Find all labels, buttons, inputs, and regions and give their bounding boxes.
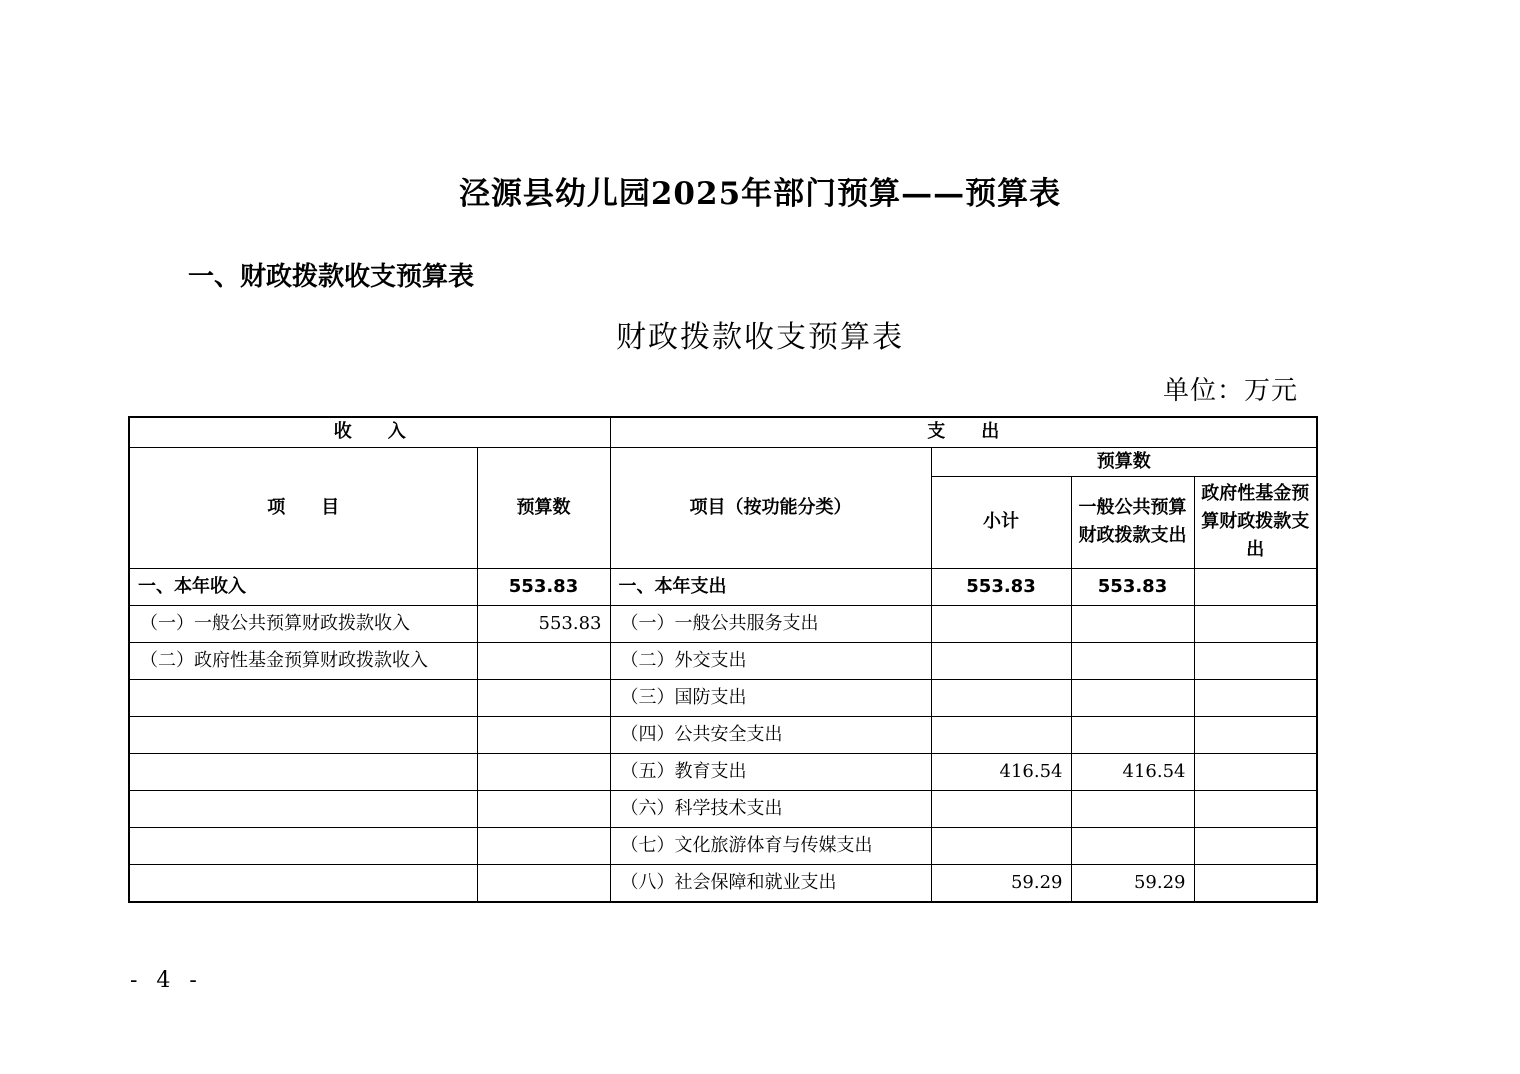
subtotal-cell: 416.54 [931,753,1071,790]
income-header: 收 入 [129,417,610,447]
subtotal-cell: 59.29 [931,864,1071,902]
expense-item-cell: （六）科学技术支出 [610,790,931,827]
fund-cell [1194,568,1317,605]
section-heading: 一、财政拨款收支预算表 [188,262,475,292]
expense-item-cell: （五）教育支出 [610,753,931,790]
income-item-cell [129,716,477,753]
income-item-cell: （二）政府性基金预算财政拨款收入 [129,642,477,679]
general-cell [1071,679,1194,716]
table-row [129,642,1317,679]
table-row [129,864,1317,902]
income-amount-cell [477,790,610,827]
income-amount-cell [477,642,610,679]
general-cell [1071,827,1194,864]
table-row [129,753,1317,790]
general-cell: 553.83 [1071,568,1194,605]
subtotal-cell [931,679,1071,716]
expense-item-cell: （八）社会保障和就业支出 [610,864,931,902]
income-amount-cell [477,753,610,790]
table-row [129,790,1317,827]
expense-item-cell: （一）一般公共服务支出 [610,605,931,642]
income-item-cell [129,827,477,864]
fund-budget-header: 政府性基金预算财政拨款支出 [1194,476,1317,568]
fund-cell [1194,827,1317,864]
expense-item-cell: （七）文化旅游体育与传媒支出 [610,827,931,864]
expense-item-cell: （三）国防支出 [610,679,931,716]
fund-cell [1194,864,1317,902]
page-number: - 4 - [130,968,203,993]
expense-item-cell: （四）公共安全支出 [610,716,931,753]
table-row [129,716,1317,753]
table-row [129,679,1317,716]
income-budget-header: 预算数 [477,447,610,568]
expense-budget-header: 预算数 [931,447,1317,476]
income-amount-cell: 553.83 [477,605,610,642]
fund-cell [1194,790,1317,827]
income-amount-cell [477,864,610,902]
document-title: 泾源县幼儿园2025年部门预算——预算表 [458,176,1062,212]
table-caption: 财政拨款收支预算表 [616,320,904,355]
income-item-cell [129,753,477,790]
table-row [129,605,1317,642]
income-amount-cell [477,716,610,753]
income-item-cell [129,679,477,716]
unit-label: 单位：万元 [1162,376,1298,406]
fund-cell [1194,605,1317,642]
subtotal-cell [931,605,1071,642]
fund-cell [1194,642,1317,679]
expense-header: 支 出 [610,417,1317,447]
income-item-header: 项 目 [129,447,477,568]
expense-item-header: 项目（按功能分类） [610,447,931,568]
subtotal-cell [931,827,1071,864]
subtotal-cell: 553.83 [931,568,1071,605]
subtotal-cell [931,716,1071,753]
general-cell [1071,790,1194,827]
general-cell [1071,716,1194,753]
expense-item-cell: 一、本年支出 [610,568,931,605]
general-cell: 416.54 [1071,753,1194,790]
income-item-cell [129,790,477,827]
subtotal-cell [931,642,1071,679]
general-cell [1071,605,1194,642]
income-item-cell: 一、本年收入 [129,568,477,605]
expense-item-cell: （二）外交支出 [610,642,931,679]
income-item-cell [129,864,477,902]
table-row [129,568,1317,605]
budget-table [128,416,1318,903]
income-amount-cell [477,827,610,864]
fund-cell [1194,716,1317,753]
income-amount-cell: 553.83 [477,568,610,605]
income-amount-cell [477,679,610,716]
fund-cell [1194,753,1317,790]
subtotal-cell [931,790,1071,827]
table-row [129,827,1317,864]
general-budget-header: 一般公共预算财政拨款支出 [1071,476,1194,568]
income-item-cell: （一）一般公共预算财政拨款收入 [129,605,477,642]
fund-cell [1194,679,1317,716]
general-cell [1071,642,1194,679]
general-cell: 59.29 [1071,864,1194,902]
subtotal-header: 小计 [931,476,1071,568]
